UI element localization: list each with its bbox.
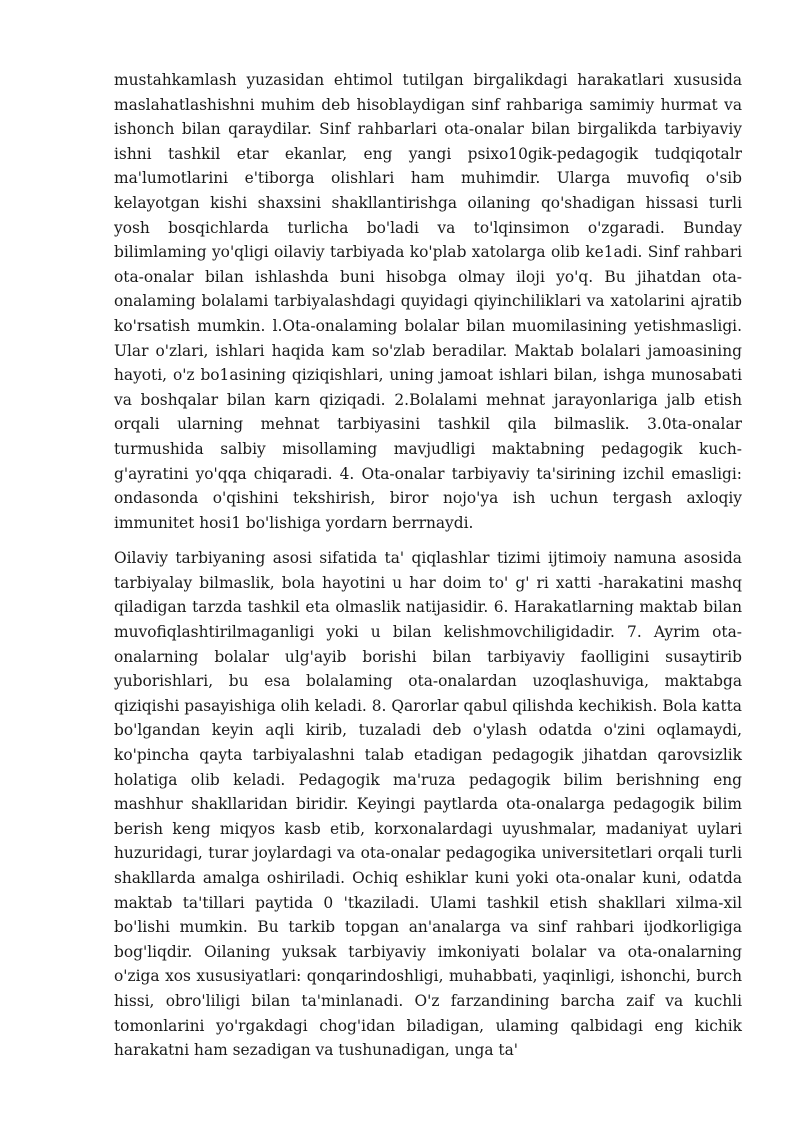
body-paragraph-1: mustahkamlash yuzasidan ehtimol tutilgan birgalikdagi harakatlari xususida maslahatlashishni muhim deb hisoblaydigan sinf rahbariga samimiy hurmat va ishonch bilan qaraydilar. Sinf rahbarlari ota-onalar bilan birgalikda tarbiyaviy ishni tashkil etar ekanlar, eng yangi psixo10gik-pedagogik tudqiqotalr ma'lumotlarini e'tiborga olishlari ham muhimdir. Ularga muvofiq o'sib kelayotgan kishi shaxsini shakllantirishga oilaning qo'shadigan hissasi turli yosh bosqichlarda turlicha bo'ladi va to'lqinsimon o'zgaradi. Bunday bilimlaming yo'qligi oilaviy tarbiyada ko'plab xatolarga olib ke1adi. Sinf rahbari ota-onalar bilan ishlashda buni hisobga olmay iloji yo'q. Bu jihatdan ota-onalaming bolalami tarbiyalashdagi quyidagi qiyinchiliklari va xatolarini ajratib ko'rsatish mumkin. l.Ota-onalaming bolalar bilan muomilasining yetishmasligi. Ular o'zlari, ishlari haqida kam so'zlab beradilar. Maktab bolalari jamoasining hayoti, o'z bo1asining qiziqishlari, uning jamoat ishlari bilan, ishga munosabati va boshqalar bilan karn qiziqadi. 2.Bolalami mehnat jarayonlariga jalb etish orqali ularning mehnat tarbiyasini tashkil qila bilmaslik. 3.0ta-onalar turmushida salbiy misollaming mavjudligi maktabning pedagogik kuch-g'ayratini yo'qqa chiqaradi. 4. Ota-onalar tarbiyaviy ta'sirining izchil emasligi: ondasonda o'qishini tekshirish, biror nojo'ya ish uchun tergash axloqiy immunitet hosi1 bo'lishiga yordarn berrnaydi. bbox=[114, 71, 742, 532]
body-paragraph-2: Oilaviy tarbiyaning asosi sifatida ta' qiqlashlar tizimi ijtimoiy namuna asosida tarbiyalay bilmaslik, bola hayotini u har doim to' g' ri xatti -harakatini mashq qiladigan tarzda tashkil eta olmaslik natijasidir. 6. Harakatlarning maktab bilan muvofiqlashtirilmaganligi yoki u bilan kelishmovchiligidadir. 7. Ayrim ota-onalarning bolalar ulg'ayib borishi bilan tarbiyaviy faolligini susaytirib yuborishlari, bu esa bolalaming ota-onalardan uzoqlashuviga, maktabga qiziqishi pasayishiga olih keladi. 8. Qarorlar qabul qilishda kechikish. Bola katta bo'lgandan keyin aqli kirib, tuzaladi deb o'ylash odatda o'zini oqlamaydi, ko'pincha qayta tarbiyalashni talab etadigan pedagogik jihatdan qarovsizlik holatiga olib keladi. Pedagogik ma'ruza pedagogik bilim berishning eng mashhur shakllaridan biridir. Keyingi paytlarda ota-onalarga pedagogik bilim berish keng miqyos kasb etib, korxonalardagi uyushmalar, madaniyat uylari huzuridagi, turar joylardagi va ota-onalar pedagogika universitetlari orqali turli shakllarda amalga oshiriladi. Ochiq eshiklar kuni yoki ota-onalar kuni, odatda maktab ta'tillari paytida 0 'tkaziladi. Ulami tashkil etish shakllari xilma-xil bo'lishi mumkin. Bu tarkib topgan an'analarga va sinf rahbari ijodkorligiga bog'liqdir. Oilaning yuksak tarbiyaviy imkoniyati bolalar va ota-onalarning o'ziga xos xususiyatlari: qonqarindoshligi, muhabbati, yaqinligi, ishonchi, burch hissi, obro'liligi bilan ta'minlanadi. O'z farzandining barcha zaif va kuchli tomonlarini yo'rgakdagi chog'idan biladigan, ulaming qalbidagi eng kichik harakatni ham sezadigan va tushunadigan, unga ta' bbox=[114, 549, 742, 1060]
document-page bbox=[114, 68, 742, 1063]
